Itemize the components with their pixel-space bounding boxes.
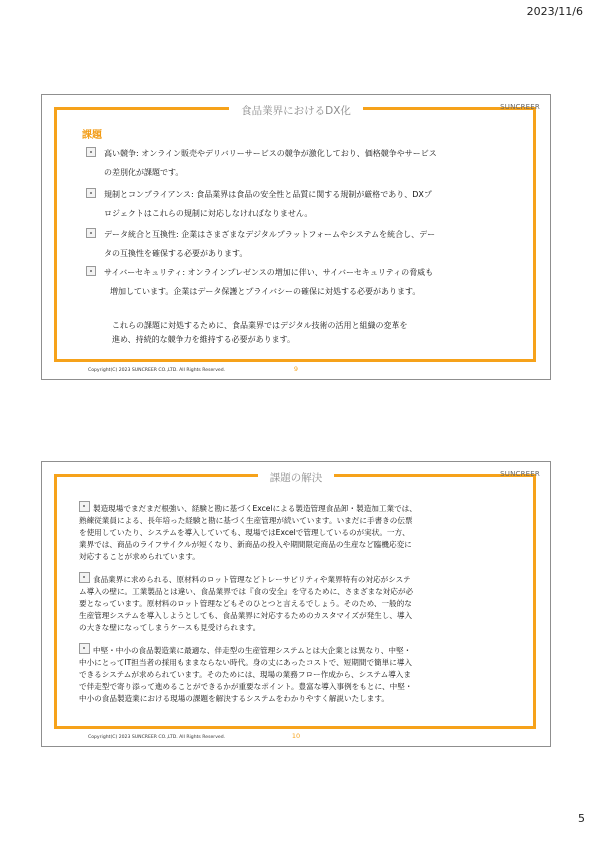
bullet-box-icon xyxy=(79,572,90,583)
bullet-box-icon xyxy=(86,228,96,238)
bullet-text-cont: ロジェクトはこれらの規制に対応しなければなりません。 xyxy=(104,209,313,218)
bullet-item xyxy=(86,263,518,301)
company-logo: SUNCREER xyxy=(500,103,540,111)
bullet-text: サイバーセキュリティ: オンラインプレゼンスの増加に伴い、サイバーセキュリティの脅威も xyxy=(104,268,434,277)
bullet-item xyxy=(86,225,518,263)
paragraph-line: 中小にとってIT担当者の採用もままならない時代。身の丈にあったコストで、短期間で簡単に導入 xyxy=(79,658,413,667)
bullet-text-cont: の差別化が課題です。 xyxy=(104,168,184,177)
summary-text xyxy=(112,319,512,347)
paragraph-line: 中小の食品製造業における現場の課題を解決するシステムをわかりやすく解説いたします。 xyxy=(79,694,389,703)
bullet-text: 高い競争: オンライン販売やデリバリーサービスの競争が激化しており、価格競争やサービス xyxy=(104,149,437,158)
paragraph-line: 生産管理システムを導入しようとしても、食品業界に対応するためのカスタマイズが発生し、導入 xyxy=(79,611,413,620)
bullet-text-cont: 増加しています。企業はデータ保護とプライバシーの確保に対処する必要があります。 xyxy=(110,287,421,296)
slide-number: 9 xyxy=(293,365,299,373)
slide-number: 10 xyxy=(291,732,301,740)
bullet-box-icon xyxy=(86,147,96,157)
paragraph-line: 食品業界に求められる、原材料のロット管理などトレーサビリティや業界特有の対応がシステ xyxy=(93,575,411,584)
page-number: 5 xyxy=(578,812,585,825)
solution-paragraph xyxy=(79,572,521,634)
paragraph-line: 熟練従業員による、長年培った経験と勘に基づく生産管理が続いています。いまだに手書きの伝票 xyxy=(79,516,413,525)
bullet-text-cont: タの互換性を確保する必要があります。 xyxy=(104,249,248,258)
bullet-text: データ統合と互換性: 企業はさまざまなデジタルプラットフォームやシステムを統合し、デー xyxy=(104,230,436,239)
section-heading: 課題 xyxy=(82,130,102,141)
paragraph-line: できるシステムが求められています。そのためには、現場の業務フロー作成から、システム導入ま xyxy=(79,670,411,679)
solution-paragraph xyxy=(79,643,521,705)
copyright-text: Copyright(C) 2023 SUNCREER CO.,LTD. All Rights Reserved. xyxy=(88,368,226,373)
slide-solution xyxy=(41,461,551,747)
paragraph-line: の大きな壁になってしまうケースも見受けられます。 xyxy=(79,623,261,632)
solution-paragraph xyxy=(79,501,521,563)
paragraph-line: 要となっています。原材料のロット管理などもそのひとつと言えるでしょう。そのため、一般的な xyxy=(79,599,412,608)
bullet-item xyxy=(86,185,518,223)
slide-title-wrap xyxy=(42,99,550,118)
paragraph-line: ム導入の壁に。工業製品とは違い、食品業界では『食の安全』を守るために、さまざまな対応が必 xyxy=(79,587,414,596)
paragraph-line: を使用していたり、システムを導入していても、現場ではExcelで管理しているのが実状。一方、 xyxy=(79,528,410,537)
bullet-box-icon xyxy=(86,188,96,198)
copyright-text: Copyright(C) 2023 SUNCREER CO.,LTD. All Rights Reserved. xyxy=(88,735,226,740)
slide-dx-challenges xyxy=(41,94,551,380)
paragraph-line: 中堅・中小の食品製造業に最適な、伴走型の生産管理システムとは大企業とは異なり、中堅・ xyxy=(93,646,412,655)
summary-line: 進め、持続的な競争力を維持する必要があります。 xyxy=(112,335,296,344)
bullet-box-icon xyxy=(79,501,90,512)
paragraph-line: 業界では、商品のライフサイクルが短くなり、新商品の投入や期間限定商品の生産など臨機応変に xyxy=(79,540,412,549)
slide-title: 課題の解決 xyxy=(258,470,335,485)
paragraph-line: 対応することが求められています。 xyxy=(79,552,200,561)
paragraph-line: 製造現場でまだまだ根強い、経験と勘に基づくExcelによる製造管理食品卸・製造加工業では、 xyxy=(93,504,417,513)
company-logo: SUNCREER xyxy=(500,470,540,478)
bullet-item xyxy=(86,144,518,182)
page-date: 2023/11/6 xyxy=(526,5,583,18)
slide-title-wrap xyxy=(42,466,550,485)
slide-title: 食品業界におけるDX化 xyxy=(229,103,363,118)
summary-line: これらの課題に対処するために、食品業界ではデジタル技術の活用と組織の変革を xyxy=(112,321,408,330)
paragraph-line: で伴走型で寄り添って進めることができるかが重要なポイント。豊富な導入事例をもとに、中堅・ xyxy=(79,682,413,691)
bullet-box-icon xyxy=(79,643,90,654)
bullet-text: 規制とコンプライアンス: 食品業界は食品の安全性と品質に関する規制が厳格であり、DXプ xyxy=(104,190,432,199)
bullet-box-icon xyxy=(86,266,96,276)
